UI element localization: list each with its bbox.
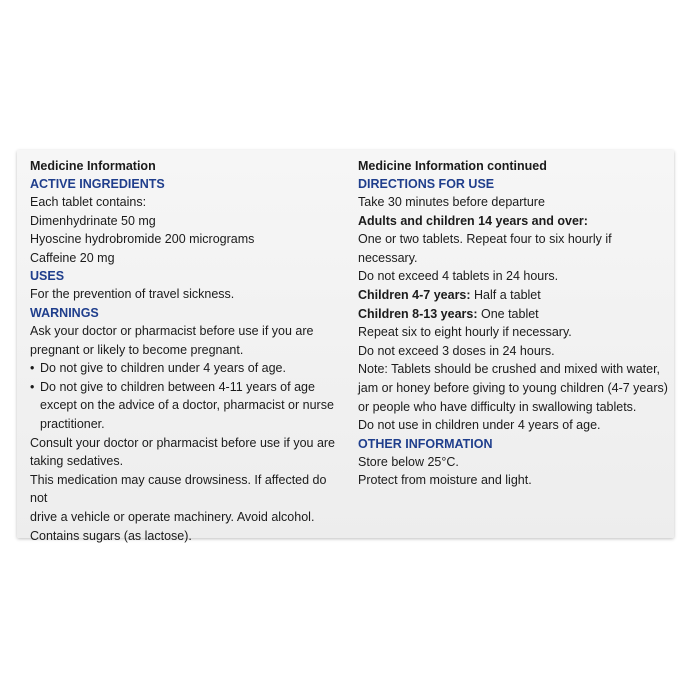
adults-label: Adults and children 14 years and over: — [358, 213, 588, 228]
consult-line: Consult your doctor or pharmacist before use if you are — [30, 435, 336, 450]
children-8-13-line — [358, 305, 668, 324]
children-4-7-value: Half a tablet — [470, 287, 541, 302]
bullet-text: Do not give to children between 4-11 years of age — [40, 379, 315, 394]
bullet-text: practitioner. — [40, 416, 105, 431]
note-line: Note: Tablets should be crushed and mixed with water, — [358, 362, 661, 377]
uses-text: For the prevention of travel sickness. — [30, 287, 235, 302]
note-line: or people who have difficulty in swallowing tablets. — [358, 399, 637, 414]
protect-line: Protect from moisture and light. — [358, 473, 532, 488]
adults-line: One or two tablets. Repeat four to six hourly if necessary. — [358, 232, 612, 265]
under-4-line: Do not use in children under 4 years of age. — [358, 418, 601, 433]
right-column — [358, 157, 668, 490]
adults-line: Do not exceed 4 tablets in 24 hours. — [358, 269, 559, 284]
children-4-7-label: Children 4-7 years: — [358, 287, 471, 302]
right-title: Medicine Information continued — [358, 159, 547, 173]
warning-bullet — [30, 359, 340, 378]
warning-intro-line: Ask your doctor or pharmacist before use if you are — [30, 323, 314, 338]
drowsiness-line: This medication may cause drowsiness. If affected do not — [30, 472, 327, 506]
left-title: Medicine Information — [30, 159, 156, 173]
other-information-heading: OTHER INFORMATION — [358, 436, 493, 451]
bullet-dot: • — [30, 361, 35, 376]
drowsiness-line: drive a vehicle or operate machinery. Avoid alcohol. — [30, 509, 315, 524]
children-4-7-line — [358, 286, 668, 305]
active-line: Each tablet contains: — [30, 195, 147, 209]
children-8-13-value: One tablet — [477, 306, 539, 321]
bullet-dot: • — [30, 379, 35, 394]
directions-heading: DIRECTIONS FOR USE — [358, 177, 495, 191]
active-ingredients-heading: ACTIVE INGREDIENTS — [30, 177, 165, 191]
active-line: Hyoscine hydrobromide 200 micrograms — [30, 232, 255, 247]
uses-heading: USES — [30, 269, 65, 284]
sugars-line: Contains sugars (as lactose). — [30, 528, 192, 543]
warning-bullet — [30, 378, 340, 434]
repeat-line: Do not exceed 3 doses in 24 hours. — [358, 343, 555, 358]
repeat-line: Repeat six to eight hourly if necessary. — [358, 325, 572, 340]
bullet-text: except on the advice of a doctor, pharmacist or nurse — [40, 398, 334, 413]
medicine-info-panel — [17, 150, 674, 543]
consult-line: taking sedatives. — [30, 454, 124, 469]
note-line: jam or honey before giving to young children (4-7 years) — [358, 380, 668, 395]
store-line: Store below 25°C. — [358, 454, 459, 469]
bullet-text: Do not give to children under 4 years of age. — [40, 361, 286, 376]
left-column — [30, 157, 340, 545]
take-line: Take 30 minutes before departure — [358, 195, 545, 209]
warning-intro-line: pregnant or likely to become pregnant. — [30, 342, 244, 357]
active-line: Caffeine 20 mg — [30, 250, 115, 265]
active-line: Dimenhydrinate 50 mg — [30, 213, 156, 228]
warnings-heading: WARNINGS — [30, 305, 99, 320]
children-8-13-label: Children 8-13 years: — [358, 306, 478, 321]
